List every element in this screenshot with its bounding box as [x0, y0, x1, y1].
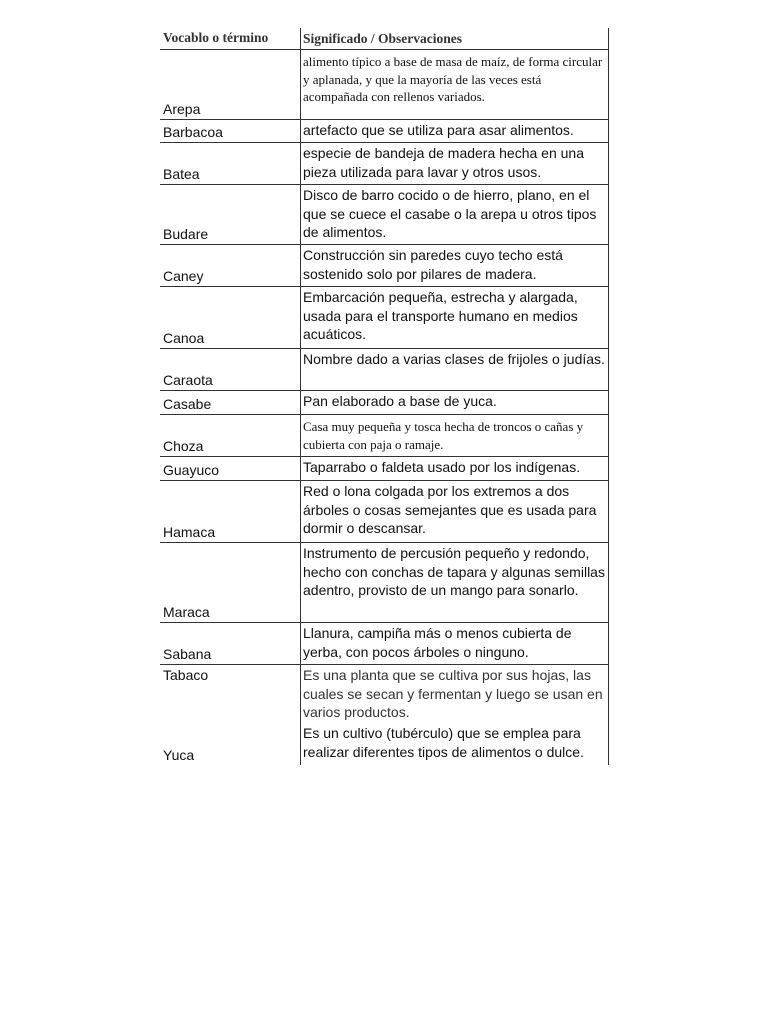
table-row — [160, 723, 608, 765]
term-cell: Budare — [163, 226, 209, 242]
term-cell: Hamaca — [163, 524, 216, 540]
table-row — [160, 349, 608, 391]
term-cell: Sabana — [163, 646, 212, 662]
header-meaning: Significado / Observaciones — [300, 28, 608, 49]
table-row — [160, 481, 608, 543]
vocabulary-table — [160, 28, 609, 765]
table-header-row — [160, 28, 608, 50]
meaning-cell: Nombre dado a varias clases de frijoles o judías. — [300, 349, 608, 390]
meaning-cell: Pan elaborado a base de yuca. — [300, 391, 608, 414]
term-cell: Canoa — [163, 330, 205, 346]
table-row — [160, 185, 608, 245]
meaning-cell: Es una planta que se cultiva por sus hojas, las cuales se secan y fermentan y luego se usan en varios productos. — [300, 665, 608, 723]
meaning-cell: Red o lona colgada por los extremos a dos árboles o cosas semejantes que es usada para dormir o descansar. — [300, 481, 608, 542]
term-cell: Choza — [163, 438, 204, 454]
term-cell: Yuca — [163, 747, 195, 763]
table-row — [160, 543, 608, 623]
meaning-cell: Construcción sin paredes cuyo techo está sostenido solo por pilares de madera. — [300, 245, 608, 286]
term-cell: Tabaco — [163, 667, 209, 683]
meaning-cell: Taparrabo o faldeta usado por los indígenas. — [300, 457, 608, 480]
meaning-cell: Llanura, campiña más o menos cubierta de yerba, con pocos árboles o ninguno. — [300, 623, 608, 664]
table-row — [160, 391, 608, 415]
header-term: Vocablo o término — [163, 30, 269, 45]
table-row — [160, 623, 608, 665]
term-cell: Caney — [163, 268, 204, 284]
term-cell: Barbacoa — [163, 124, 223, 140]
meaning-cell: alimento típico a base de masa de maíz, de forma circular y aplanada, y que la mayoría de las veces está acompañada con rellenos variados. — [300, 50, 608, 119]
term-cell: Guayuco — [163, 462, 220, 478]
meaning-cell: Es un cultivo (tubérculo) que se emplea para realizar diferentes tipos de alimentos o dulce. — [300, 723, 608, 765]
meaning-cell: especie de bandeja de madera hecha en una pieza utilizada para lavar y otros usos. — [300, 143, 608, 184]
meaning-cell: Embarcación pequeña, estrecha y alargada, usada para el transporte humano en medios acuáticos. — [300, 287, 608, 348]
term-cell: Batea — [163, 166, 200, 182]
table-row — [160, 665, 608, 723]
term-cell: Casabe — [163, 396, 212, 412]
table-row — [160, 457, 608, 481]
table-row — [160, 287, 608, 349]
table-row — [160, 120, 608, 143]
term-cell: Caraota — [163, 372, 213, 388]
meaning-cell: Disco de barro cocido o de hierro, plano, en el que se cuece el casabe o la arepa u otros tipos de alimentos. — [300, 185, 608, 244]
table-row — [160, 50, 608, 120]
table-row — [160, 245, 608, 287]
term-cell: Arepa — [163, 101, 201, 117]
meaning-cell: Instrumento de percusión pequeño y redondo, hecho con conchas de tapara y algunas semillas adentro, provisto de un mango para sonarlo. — [300, 543, 608, 622]
term-cell: Maraca — [163, 604, 210, 620]
meaning-cell: artefacto que se utiliza para asar alimentos. — [300, 120, 608, 142]
table-row — [160, 143, 608, 185]
table-row — [160, 415, 608, 457]
meaning-cell: Casa muy pequeña y tosca hecha de troncos o cañas y cubierta con paja o ramaje. — [300, 415, 608, 456]
